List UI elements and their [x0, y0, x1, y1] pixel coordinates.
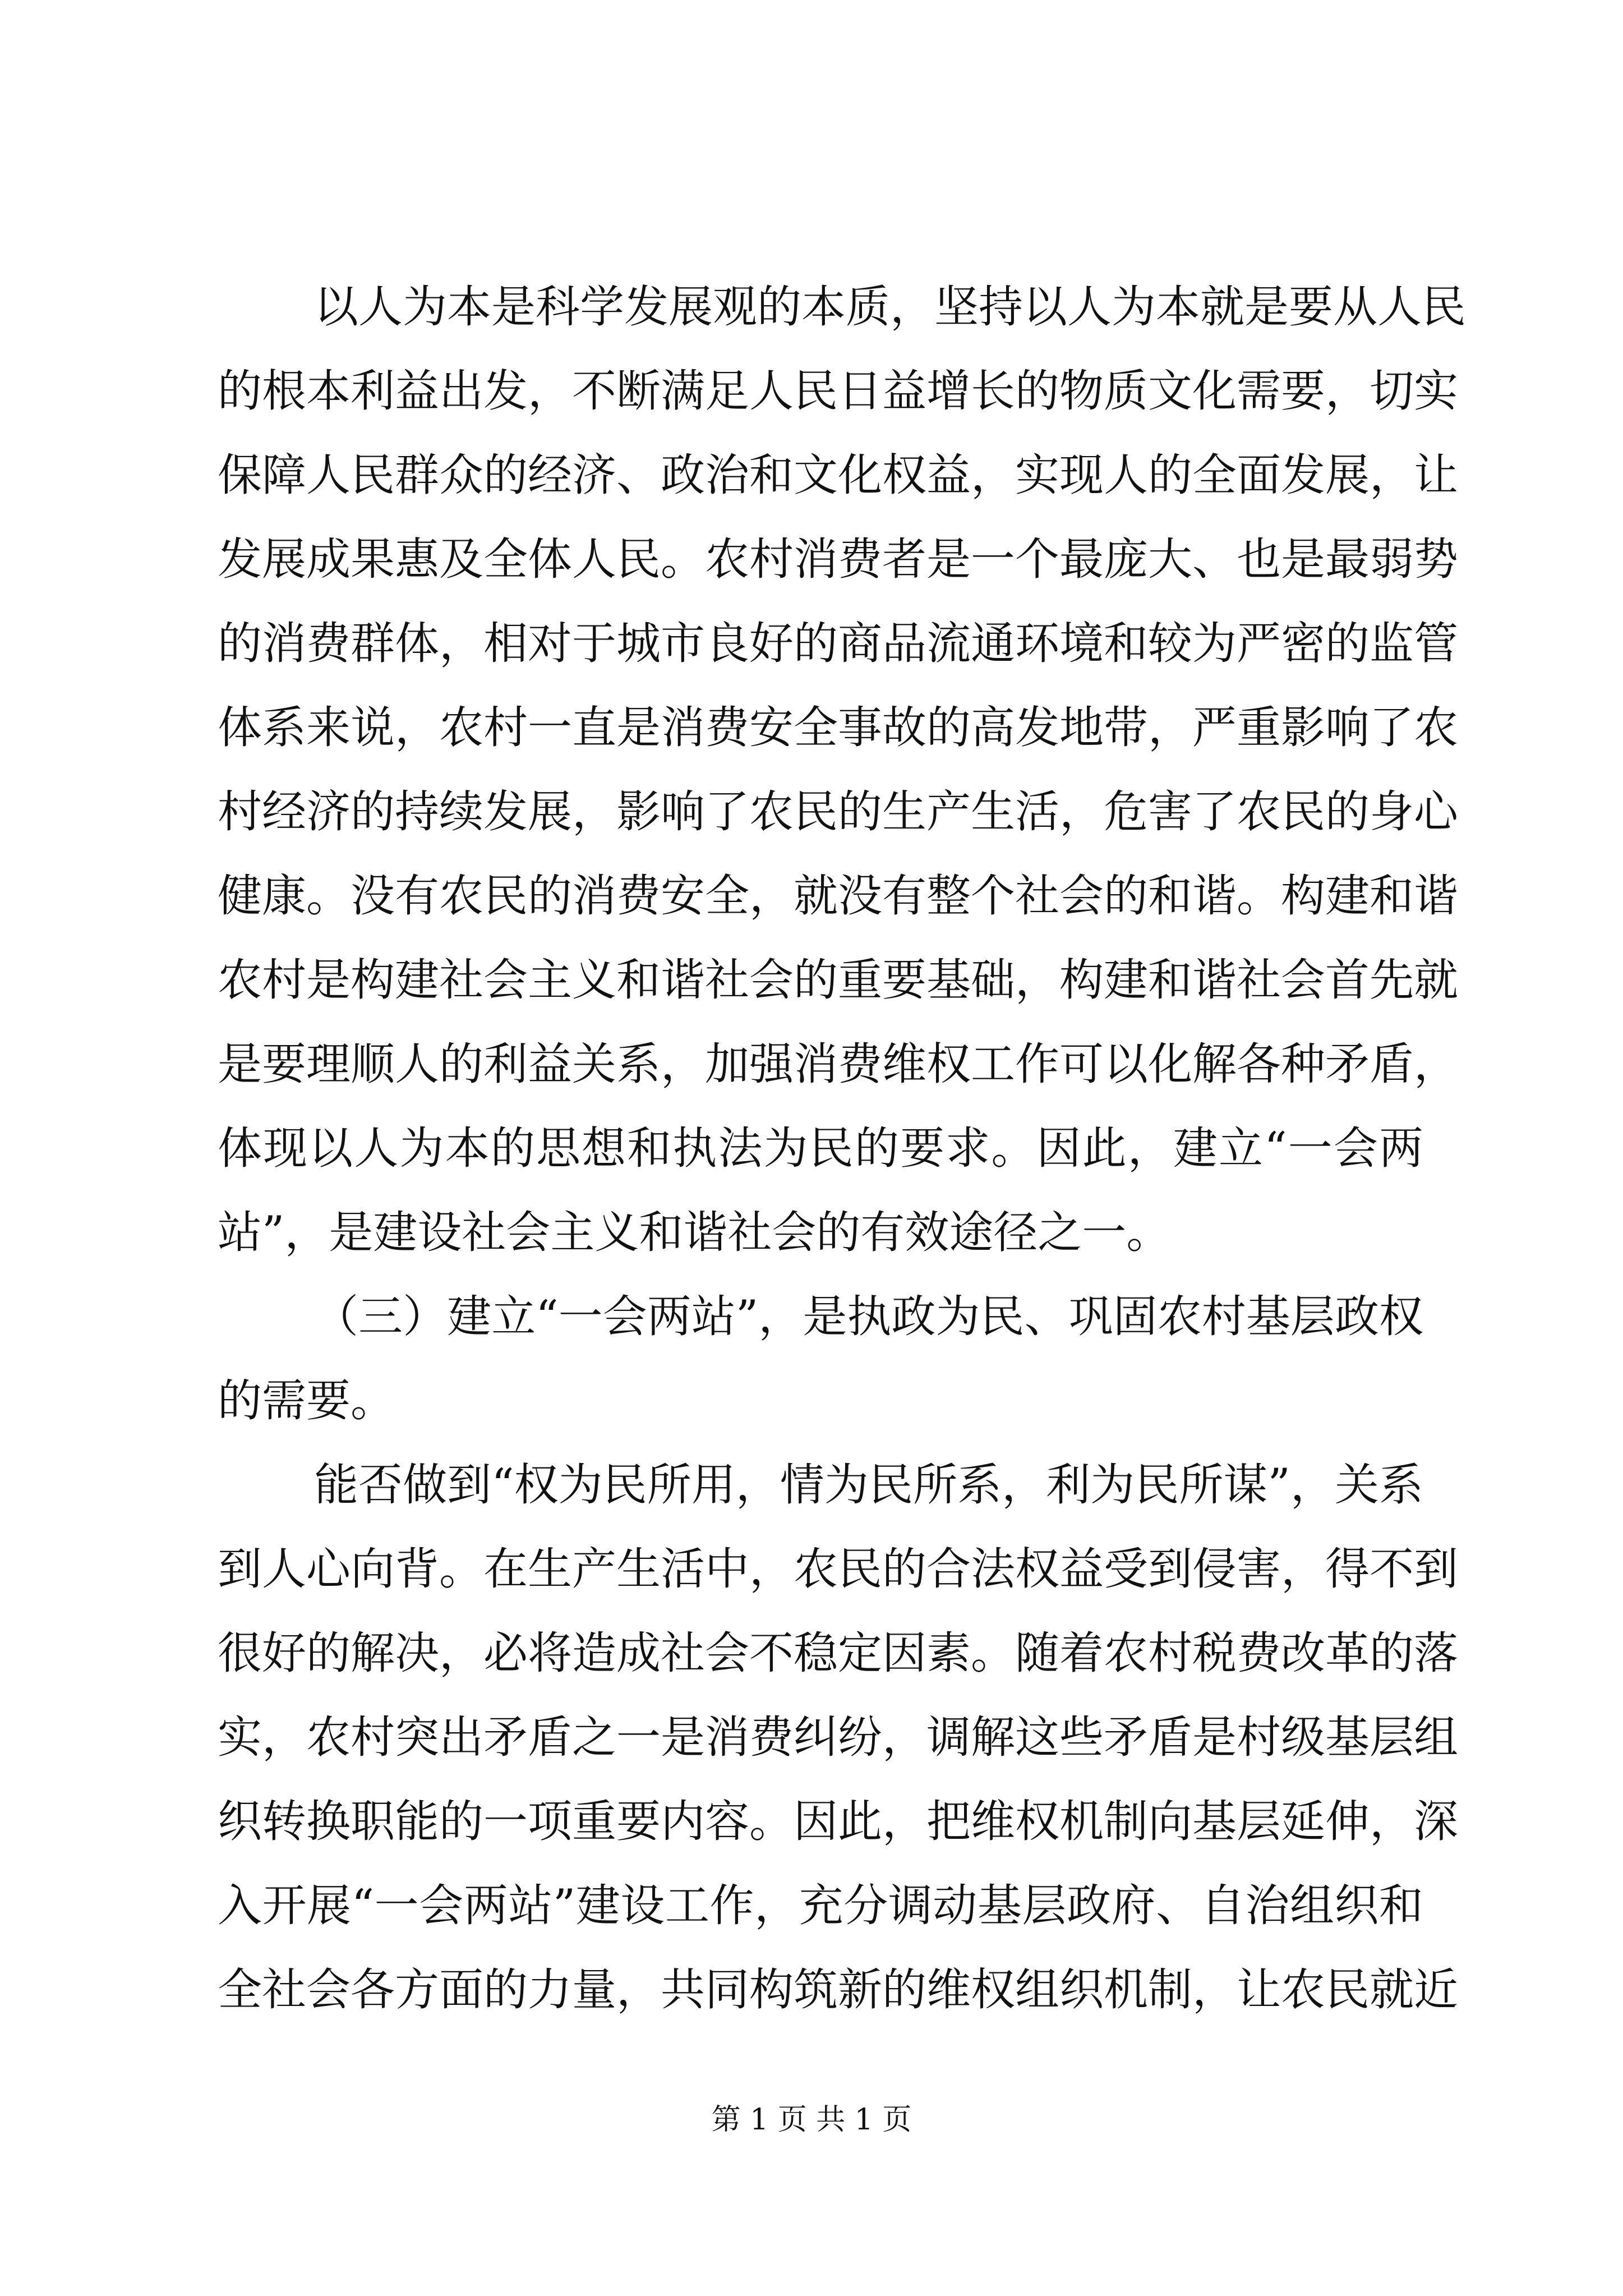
text-line: 很好的解决，必将造成社会不稳定因素。随着农村税费改革的落: [218, 1627, 1458, 1679]
text-line: 以人为本是科学发展观的本质，坚持以人为本就是要从人民: [314, 281, 1466, 333]
body-text: [218, 265, 1466, 2032]
text-line: 织转换职能的一项重要内容。因此，把维权机制向基层延伸，深: [218, 1796, 1458, 1847]
text-line: 入开展“一会两站”建设工作，充分调动基层政府、自治组织和: [218, 1880, 1423, 1931]
text-line: 的需要。: [218, 1375, 395, 1427]
page-footer: 第 1 页 共 1 页: [711, 2103, 912, 2137]
text-line: 农村是构建社会主义和谐社会的重要基础，构建和谐社会首先就: [218, 954, 1458, 1006]
text-line: 保障人民群众的经济、政治和文化权益，实现人的全面发展，让: [218, 449, 1458, 501]
text-line: 的消费群体，相对于城市良好的商品流通环境和较为严密的监管: [218, 618, 1458, 669]
text-line: 发展成果惠及全体人民。农村消费者是一个最庞大、也是最弱势: [218, 533, 1458, 585]
text-line: 体系来说，农村一直是消费安全事故的高发地带，严重影响了农: [218, 702, 1458, 753]
text-line: 村经济的持续发展，影响了农民的生产生活，危害了农民的身心: [218, 786, 1458, 838]
text-line: 站”，是建设社会主义和谐社会的有效途径之一。: [218, 1207, 1171, 1258]
text-line: 实，农村突出矛盾之一是消费纠纷，调解这些矛盾是村级基层组: [218, 1711, 1458, 1763]
text-line: 体现以人为本的思想和执法为民的要求。因此，建立“一会两: [218, 1122, 1423, 1174]
text-line: 健康。没有农民的消费安全，就没有整个社会的和谐。构建和谐: [218, 870, 1458, 922]
text-line: 能否做到“权为民所用，情为民所系，利为民所谋”，关系: [314, 1459, 1423, 1511]
text-line: （三）建立“一会两站”，是执政为民、巩固农村基层政权: [314, 1291, 1423, 1342]
text-line: 的根本利益出发，不断满足人民日益增长的物质文化需要，切实: [218, 365, 1458, 417]
text-line: 全社会各方面的力量，共同构筑新的维权组织机制，让农民就近: [218, 1964, 1458, 2016]
text-line: 是要理顺人的利益关系，加强消费维权工作可以化解各种矛盾，: [218, 1038, 1458, 1090]
text-line: 到人心向背。在生产生活中，农民的合法权益受到侵害，得不到: [218, 1543, 1458, 1595]
